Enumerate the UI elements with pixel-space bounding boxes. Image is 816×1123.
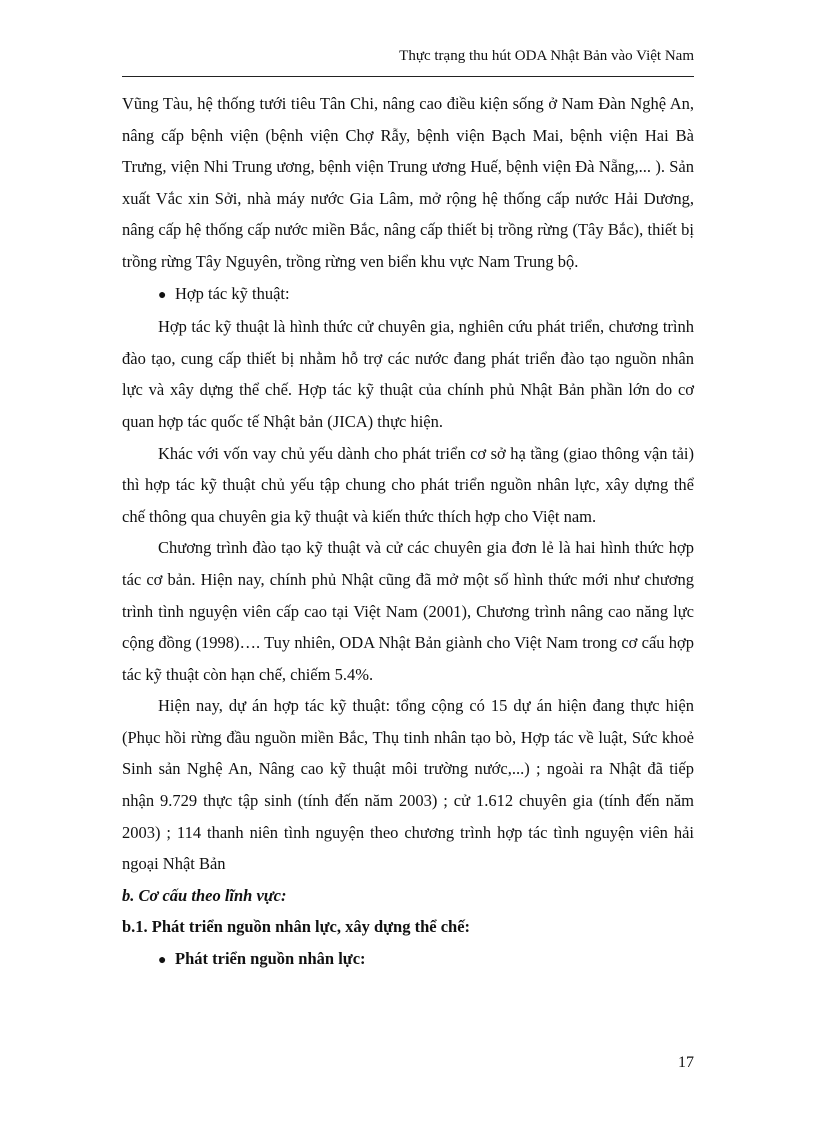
bullet-technical-cooperation [158,278,694,312]
page-body [122,88,694,977]
page-number: 17 [678,1054,694,1071]
bullet-dot-icon: ● [158,287,167,303]
bullet-label: Phát triển nguồn nhân lực: [175,949,366,969]
section-heading-b: b. Cơ cấu theo lĩnh vực: [122,885,287,905]
paragraph-4: Hiện nay, dự án hợp tác kỹ thuật: tổng cộng có 15 dự án hiện đang thực hiện (Phục hồi rừng đầu nguồn miền Bắc, Thụ tinh nhân tạo bò, Hợp tác về luật, Sức khoẻ Sinh sản Nghệ An, Nâng cao kỹ thuật môi trường nước,...) ; ngoài ra Nhật đã tiếp nhận 9.729 thực tập sinh (tính đến năm 2003) ; cử 1.612 chuyên gia (tính đến năm 2003) ; 114 thanh niên tình nguyện theo chương trình hợp tác tình nguyện viên hải ngoại Nhật Bản [122,696,694,874]
section-heading-b1: b.1. Phát triển nguồn nhân lực, xây dựng thể chế: [122,917,471,937]
bullet-dot-icon: ● [158,953,167,969]
paragraph-1: Hợp tác kỹ thuật là hình thức cử chuyên gia, nghiên cứu phát triển, chương trình đào tạo, cung cấp thiết bị nhằm hỗ trợ các nước đang phát triển đào tạo nguồn nhân lực và xây dựng thể chế. Hợp tác kỹ thuật của chính phủ Nhật Bản phần lớn do cơ quan hợp tác quốc tế Nhật bản (JICA) thực hiện. [122,317,694,431]
running-header: Thực trạng thu hút ODA Nhật Bản vào Việt Nam [399,48,694,64]
bullet-human-resources [158,943,694,977]
header-rule [122,76,694,77]
paragraph-intro: Vũng Tàu, hệ thống tưới tiêu Tân Chi, nâng cao điều kiện sống ở Nam Đàn Nghệ An, nâng cấp bệnh viện (bệnh viện Chợ Rẫy, bệnh viện Bạch Mai, bệnh viện Hai Bà Trưng, viện Nhi Trung ương, bệnh viện Trung ương Huế, bệnh viện Đà Nẵng,... ). Sản xuất Vắc xin Sởi, nhà máy nước Gia Lâm, mở rộng hệ thống cấp nước Hải Dương, nâng cấp hệ thống cấp nước miền Bắc, nâng cấp thiết bị trồng rừng (Tây Bắc), thiết bị trồng rừng Tây Nguyên, trồng rừng ven biển khu vực Nam Trung bộ. [122,94,694,271]
paragraph-3: Chương trình đào tạo kỹ thuật và cử các chuyên gia đơn lẻ là hai hình thức hợp tác cơ bản. Hiện nay, chính phủ Nhật cũng đã mở một số hình thức mới như chương trình tình nguyện viên cấp cao tại Việt Nam (2001), Chương trình nâng cao năng lực cộng đồng (1998)…. Tuy nhiên, ODA Nhật Bản giành cho Việt Nam trong cơ cấu hợp tác kỹ thuật còn hạn chế, chiếm 5.4%. [122,538,694,684]
paragraph-2: Khác với vốn vay chủ yếu dành cho phát triển cơ sở hạ tầng (giao thông vận tải) thì hợp tác kỹ thuật chủ yếu tập chung cho phát triển nguồn nhân lực, xây dựng thể chế thông qua chuyên gia kỹ thuật và kiến thức thích hợp cho Việt nam. [122,443,694,526]
bullet-label: Hợp tác kỹ thuật: [175,283,290,303]
